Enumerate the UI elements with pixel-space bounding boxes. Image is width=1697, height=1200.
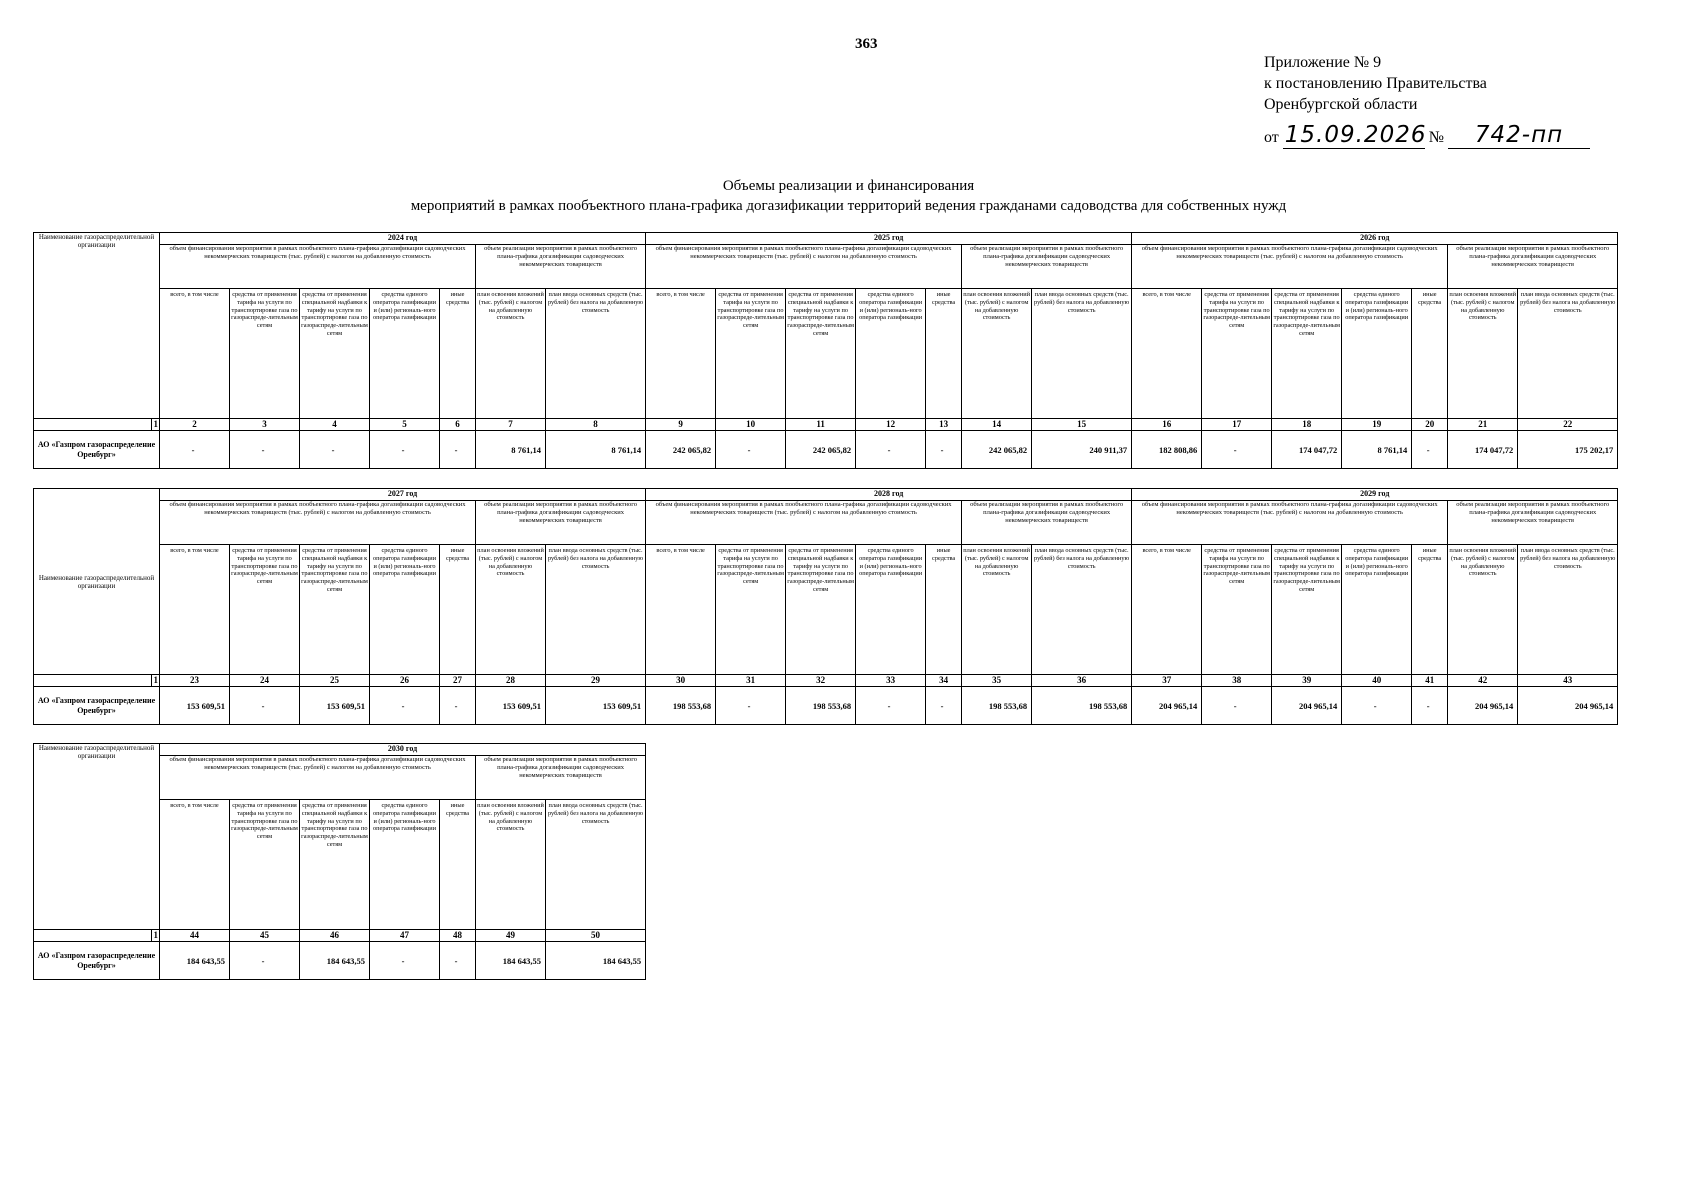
data-cell: 242 065,82 (786, 431, 856, 469)
data-cell: 153 609,51 (546, 687, 646, 725)
data-cell: - (440, 942, 476, 980)
column-header-c2: средства от применения тарифа на услуги по транспортировке газа по газораспреде-лительным сетям (230, 289, 300, 419)
data-cell: - (230, 431, 300, 469)
data-cell: - (926, 687, 962, 725)
column-number: 20 (1412, 419, 1448, 431)
column-header-c1: всего, в том числе (160, 800, 230, 930)
column-number: 28 (476, 675, 546, 687)
column-header-c1: всего, в том числе (160, 545, 230, 675)
column-header-c3: средства от применения специальной надбавки к тарифу на услуги по транспортировке газа по газораспреде-лительным сетям (1272, 545, 1342, 675)
column-number: 49 (476, 930, 546, 942)
column-header-c5: иные средства (440, 800, 476, 930)
column-header-c7: план ввода основных средств (тыс. рублей) без налога на добавленную стоимость (546, 800, 646, 930)
column-number: 41 (1412, 675, 1448, 687)
document-title (0, 176, 1697, 216)
column-header-c3: средства от применения специальной надбавки к тарифу на услуги по транспортировке газа по газораспреде-лительным сетям (786, 545, 856, 675)
column-header-c4: средства единого оператора газификации и (или) региональ-ного оператора газификации (1342, 545, 1412, 675)
column-header-c5: иные средства (1412, 289, 1448, 419)
column-number: 34 (926, 675, 962, 687)
column-number: 47 (370, 930, 440, 942)
data-cell: - (370, 687, 440, 725)
data-cell: - (1342, 687, 1412, 725)
column-number: 8 (546, 419, 646, 431)
column-number: 4 (300, 419, 370, 431)
column-number: 45 (230, 930, 300, 942)
column-number: 30 (646, 675, 716, 687)
column-number: 27 (440, 675, 476, 687)
column-header-c5: иные средства (1412, 545, 1448, 675)
column-header-c2: средства от применения тарифа на услуги по транспортировке газа по газораспреде-лительным сетям (230, 545, 300, 675)
column-header-c7: план ввода основных средств (тыс. рублей) без налога на добавленную стоимость (1032, 545, 1132, 675)
data-cell: 8 761,14 (546, 431, 646, 469)
column-header-c6: план освоения вложений (тыс. рублей) с налогом на добавленную стоимость (962, 545, 1032, 675)
column-header-c3: средства от применения специальной надбавки к тарифу на услуги по транспортировке газа по газораспреде-лительным сетям (1272, 289, 1342, 419)
column-number: 46 (300, 930, 370, 942)
column-number: 42 (1448, 675, 1518, 687)
column-number: 17 (1202, 419, 1272, 431)
column-number: 31 (716, 675, 786, 687)
year-header: 2025 год (646, 233, 1132, 245)
column-number: 13 (926, 419, 962, 431)
column-header-c3: средства от применения специальной надбавки к тарифу на услуги по транспортировке газа по газораспреде-лительным сетям (300, 800, 370, 930)
implementation-group-header: объем реализации мероприятия в рамках пообъектного плана-графика догазификации садоводческих некоммерческих товариществ (1448, 501, 1618, 545)
data-cell: 204 965,14 (1518, 687, 1618, 725)
column-header-c1: всего, в том числе (646, 545, 716, 675)
data-cell: 174 047,72 (1272, 431, 1342, 469)
org-name-cell: АО «Газпром газораспределение Оренбург» (34, 431, 160, 469)
column-number: 9 (646, 419, 716, 431)
year-header: 2027 год (160, 489, 646, 501)
column-number: 11 (786, 419, 856, 431)
column-number: 40 (1342, 675, 1412, 687)
financing-group-header: объем финансирования мероприятия в рамках пообъектного плана-графика догазификации садоводческих некоммерческих товариществ (тыс. рублей) с налогом на добавленную стоимость (646, 245, 962, 289)
finance-table-2030 (33, 743, 646, 980)
column-header-c7: план ввода основных средств (тыс. рублей) без налога на добавленную стоимость (1518, 289, 1618, 419)
finance-table-2027-2029 (33, 488, 1618, 725)
finance-table-2024-2026 (33, 232, 1618, 469)
column-number: 3 (230, 419, 300, 431)
data-cell: 204 965,14 (1448, 687, 1518, 725)
financing-group-header: объем финансирования мероприятия в рамках пообъектного плана-графика догазификации садоводческих некоммерческих товариществ (тыс. рублей) с налогом на добавленную стоимость (646, 501, 962, 545)
column-number: 19 (1342, 419, 1412, 431)
decree-number: 742-пп (1448, 122, 1590, 149)
year-header: 2029 год (1132, 489, 1618, 501)
column-number: 48 (440, 930, 476, 942)
data-cell: 153 609,51 (160, 687, 230, 725)
column-number: 5 (370, 419, 440, 431)
financing-group-header: объем финансирования мероприятия в рамках пообъектного плана-графика догазификации садоводческих некоммерческих товариществ (тыс. рублей) с налогом на добавленную стоимость (160, 501, 476, 545)
column-header-c3: средства от применения специальной надбавки к тарифу на услуги по транспортировке газа по газораспреде-лительным сетям (300, 289, 370, 419)
financing-group-header: объем финансирования мероприятия в рамках пообъектного плана-графика догазификации садоводческих некоммерческих товариществ (тыс. рублей) с налогом на добавленную стоимость (1132, 245, 1448, 289)
data-cell: 184 643,55 (300, 942, 370, 980)
data-cell: - (1202, 687, 1272, 725)
data-cell: 174 047,72 (1448, 431, 1518, 469)
year-header: 2030 год (160, 744, 646, 756)
column-header-c6: план освоения вложений (тыс. рублей) с налогом на добавленную стоимость (476, 545, 546, 675)
implementation-group-header: объем реализации мероприятия в рамках пообъектного плана-графика догазификации садоводческих некоммерческих товариществ (1448, 245, 1618, 289)
appendix-line-1: Приложение № 9 (1264, 54, 1382, 71)
data-cell: 8 761,14 (476, 431, 546, 469)
appendix-line-3: Оренбургской области (1264, 96, 1418, 113)
column-number: 43 (1518, 675, 1618, 687)
org-header-cell: Наименование газораспределительной организации (34, 233, 160, 419)
column-header-c6: план освоения вложений (тыс. рублей) с налогом на добавленную стоимость (476, 800, 546, 930)
column-number: 21 (1448, 419, 1518, 431)
column-number-1: 1 (153, 930, 158, 940)
org-name-cell: АО «Газпром газораспределение Оренбург» (34, 942, 160, 980)
column-header-c4: средства единого оператора газификации и (или) региональ-ного оператора газификации (370, 289, 440, 419)
data-cell: 242 065,82 (646, 431, 716, 469)
column-number: 7 (476, 419, 546, 431)
column-header-c7: план ввода основных средств (тыс. рублей) без налога на добавленную стоимость (1518, 545, 1618, 675)
implementation-group-header: объем реализации мероприятия в рамках пообъектного плана-графика догазификации садоводческих некоммерческих товариществ (476, 501, 646, 545)
column-number: 29 (546, 675, 646, 687)
column-number: 24 (230, 675, 300, 687)
org-name-cell: АО «Газпром газораспределение Оренбург» (34, 687, 160, 725)
data-cell: - (926, 431, 962, 469)
data-cell: 242 065,82 (962, 431, 1032, 469)
implementation-group-header: объем реализации мероприятия в рамках пообъектного плана-графика догазификации садоводческих некоммерческих товариществ (476, 756, 646, 800)
column-header-c7: план ввода основных средств (тыс. рублей) без налога на добавленную стоимость (1032, 289, 1132, 419)
column-header-c2: средства от применения тарифа на услуги по транспортировке газа по газораспреде-лительным сетям (230, 800, 300, 930)
data-cell: 184 643,55 (160, 942, 230, 980)
data-cell: 198 553,68 (646, 687, 716, 725)
column-header-c7: план ввода основных средств (тыс. рублей) без налога на добавленную стоимость (546, 289, 646, 419)
data-cell: 204 965,14 (1132, 687, 1202, 725)
column-header-c2: средства от применения тарифа на услуги по транспортировке газа по газораспреде-лительным сетям (716, 545, 786, 675)
org-header-cell: Наименование газораспределительной организации (34, 744, 160, 930)
column-header-c4: средства единого оператора газификации и (или) региональ-ного оператора газификации (370, 545, 440, 675)
column-number: 16 (1132, 419, 1202, 431)
data-cell: - (856, 431, 926, 469)
column-number: 10 (716, 419, 786, 431)
column-number: 22 (1518, 419, 1618, 431)
financing-group-header: объем финансирования мероприятия в рамках пообъектного плана-графика догазификации садоводческих некоммерческих товариществ (тыс. рублей) с налогом на добавленную стоимость (1132, 501, 1448, 545)
data-cell: 184 643,55 (546, 942, 646, 980)
decree-date: 15.09.2026 (1284, 122, 1427, 148)
column-header-c4: средства единого оператора газификации и (или) региональ-ного оператора газификации (370, 800, 440, 930)
column-number: 6 (440, 419, 476, 431)
column-header-c1: всего, в том числе (1132, 289, 1202, 419)
appendix-block (1264, 52, 1487, 115)
column-number: 36 (1032, 675, 1132, 687)
data-cell: - (1412, 687, 1448, 725)
financing-group-header: объем финансирования мероприятия в рамках пообъектного плана-графика догазификации садоводческих некоммерческих товариществ (тыс. рублей) с налогом на добавленную стоимость (160, 245, 476, 289)
column-number: 2 (160, 419, 230, 431)
column-number: 23 (160, 675, 230, 687)
appendix-line-2: к постановлению Правительства (1264, 75, 1487, 92)
data-cell: 198 553,68 (1032, 687, 1132, 725)
data-cell: - (440, 687, 476, 725)
column-header-c7: план ввода основных средств (тыс. рублей) без налога на добавленную стоимость (546, 545, 646, 675)
data-cell: 240 911,37 (1032, 431, 1132, 469)
data-cell: - (1202, 431, 1272, 469)
column-header-c1: всего, в том числе (1132, 545, 1202, 675)
data-cell: - (856, 687, 926, 725)
column-header-c6: план освоения вложений (тыс. рублей) с налогом на добавленную стоимость (1448, 545, 1518, 675)
column-number: 37 (1132, 675, 1202, 687)
column-number: 35 (962, 675, 1032, 687)
column-number: 39 (1272, 675, 1342, 687)
column-header-c4: средства единого оператора газификации и (или) региональ-ного оператора газификации (1342, 289, 1412, 419)
column-number: 33 (856, 675, 926, 687)
column-header-c1: всего, в том числе (646, 289, 716, 419)
column-number-blank (34, 419, 152, 431)
page-number: 363 (855, 36, 878, 52)
data-cell: - (230, 942, 300, 980)
column-number: 50 (546, 930, 646, 942)
column-header-c5: иные средства (440, 289, 476, 419)
data-cell: 184 643,55 (476, 942, 546, 980)
column-header-c3: средства от применения специальной надбавки к тарифу на услуги по транспортировке газа по газораспреде-лительным сетям (300, 545, 370, 675)
column-header-c5: иные средства (440, 545, 476, 675)
data-cell: - (230, 687, 300, 725)
column-number: 38 (1202, 675, 1272, 687)
column-number: 15 (1032, 419, 1132, 431)
financing-group-header: объем финансирования мероприятия в рамках пообъектного плана-графика догазификации садоводческих некоммерческих товариществ (тыс. рублей) с налогом на добавленную стоимость (160, 756, 476, 800)
org-header-cell: Наименование газораспределительной организации (34, 489, 160, 675)
year-header: 2026 год (1132, 233, 1618, 245)
column-number: 14 (962, 419, 1032, 431)
column-number-1: 1 (153, 675, 158, 685)
column-number: 25 (300, 675, 370, 687)
data-cell: 153 609,51 (476, 687, 546, 725)
column-number: 44 (160, 930, 230, 942)
decree-signature-line (1264, 122, 1590, 149)
year-header: 2024 год (160, 233, 646, 245)
data-cell: 8 761,14 (1342, 431, 1412, 469)
data-cell: - (370, 431, 440, 469)
data-cell: - (440, 431, 476, 469)
data-cell: - (300, 431, 370, 469)
column-number: 32 (786, 675, 856, 687)
implementation-group-header: объем реализации мероприятия в рамках пообъектного плана-графика догазификации садоводческих некоммерческих товариществ (962, 501, 1132, 545)
column-header-c5: иные средства (926, 289, 962, 419)
data-cell: 182 808,86 (1132, 431, 1202, 469)
column-number-1: 1 (153, 419, 158, 429)
data-cell: - (1412, 431, 1448, 469)
title-line-2: мероприятий в рамках пообъектного плана-графика догазификации территорий ведения гражданами садоводства для собственных нужд (410, 198, 1287, 214)
column-header-c6: план освоения вложений (тыс. рублей) с налогом на добавленную стоимость (1448, 289, 1518, 419)
from-label: от (1264, 129, 1279, 146)
column-number-blank (34, 675, 152, 687)
data-cell: 198 553,68 (786, 687, 856, 725)
data-cell: 198 553,68 (962, 687, 1032, 725)
column-number: 18 (1272, 419, 1342, 431)
column-header-c4: средства единого оператора газификации и (или) региональ-ного оператора газификации (856, 289, 926, 419)
column-header-c5: иные средства (926, 545, 962, 675)
column-header-c4: средства единого оператора газификации и (или) региональ-ного оператора газификации (856, 545, 926, 675)
implementation-group-header: объем реализации мероприятия в рамках пообъектного плана-графика догазификации садоводческих некоммерческих товариществ (962, 245, 1132, 289)
data-cell: 204 965,14 (1272, 687, 1342, 725)
column-number: 26 (370, 675, 440, 687)
data-cell: - (160, 431, 230, 469)
data-cell: 175 202,17 (1518, 431, 1618, 469)
column-header-c2: средства от применения тарифа на услуги по транспортировке газа по газораспреде-лительным сетям (716, 289, 786, 419)
number-label: № (1428, 129, 1445, 146)
implementation-group-header: объем реализации мероприятия в рамках пообъектного плана-графика догазификации садоводческих некоммерческих товариществ (476, 245, 646, 289)
column-header-c2: средства от применения тарифа на услуги по транспортировке газа по газораспреде-лительным сетям (1202, 289, 1272, 419)
data-cell: - (716, 687, 786, 725)
title-line-1: Объемы реализации и финансирования (722, 178, 975, 194)
data-cell: 153 609,51 (300, 687, 370, 725)
column-header-c2: средства от применения тарифа на услуги по транспортировке газа по газораспреде-лительным сетям (1202, 545, 1272, 675)
column-number: 12 (856, 419, 926, 431)
column-header-c6: план освоения вложений (тыс. рублей) с налогом на добавленную стоимость (962, 289, 1032, 419)
column-number-blank (34, 930, 152, 942)
data-cell: - (370, 942, 440, 980)
data-cell: - (716, 431, 786, 469)
column-header-c6: план освоения вложений (тыс. рублей) с налогом на добавленную стоимость (476, 289, 546, 419)
column-header-c3: средства от применения специальной надбавки к тарифу на услуги по транспортировке газа по газораспреде-лительным сетям (786, 289, 856, 419)
year-header: 2028 год (646, 489, 1132, 501)
column-header-c1: всего, в том числе (160, 289, 230, 419)
